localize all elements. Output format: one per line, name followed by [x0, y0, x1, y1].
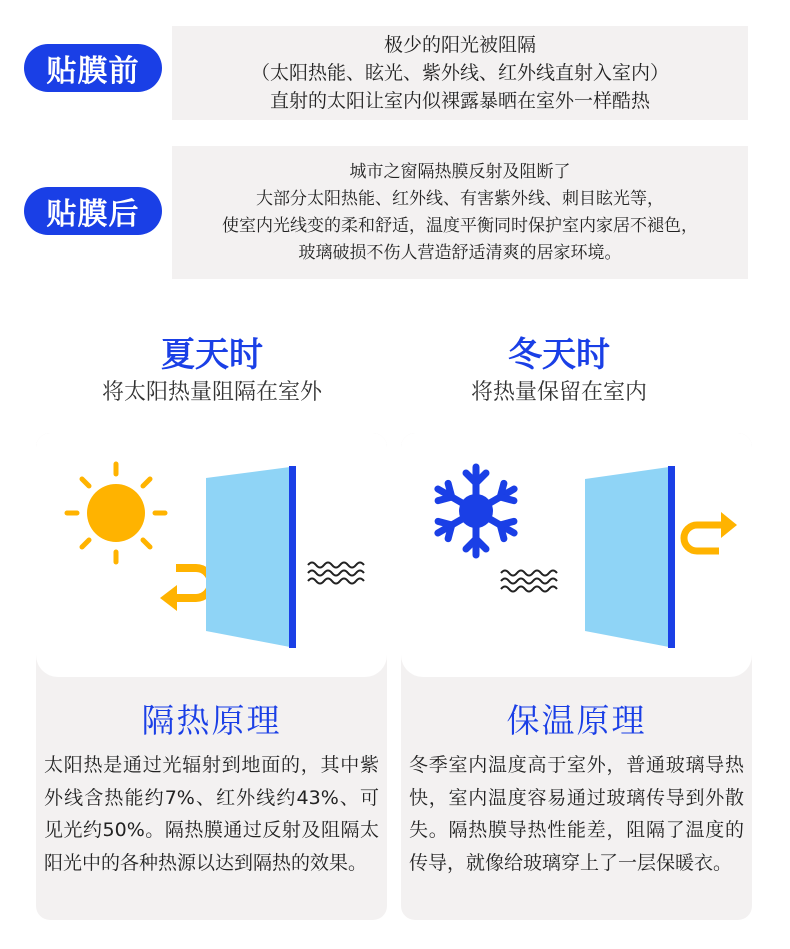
summer-title: 夏天时	[161, 335, 263, 375]
winter-illustration	[401, 433, 752, 677]
after-line: 大部分太阳热能、红外线、有害紫外线、刺目眩光等，	[256, 188, 664, 209]
before-line: （太阳热能、眩光、紫外线、红外线直射入室内）	[250, 62, 669, 84]
summer-subtitle: 将太阳热量阻隔在室外	[101, 380, 322, 405]
glass-pane-icon	[206, 466, 296, 648]
before-description	[172, 26, 748, 120]
snowflake-icon	[433, 467, 519, 555]
winter-subtitle: 将热量保留在室内	[470, 380, 647, 405]
winter-card-body: 冬季室内温度高于室外，普通玻璃导热快，室内温度容易通过玻璃传导到外散失。隔热膜导热性能差，阻隔了温度的传导，就像给玻璃穿上了一层保暖衣。	[409, 754, 744, 874]
after-badge: 贴膜后	[24, 187, 162, 235]
return-arrow-icon	[160, 568, 211, 611]
heat-wave-icon	[308, 563, 364, 584]
sun-icon	[67, 464, 165, 562]
summer-illustration	[36, 433, 387, 677]
winter-card	[401, 433, 752, 920]
heat-wave-icon	[501, 571, 557, 592]
winter-title: 冬天时	[508, 335, 610, 375]
before-line: 直射的太阳让室内似裸露暴晒在室外一样酷热	[269, 90, 650, 112]
before-line: 极少的阳光被阻隔	[383, 34, 536, 56]
summer-card-body: 太阳热是通过光辐射到地面的，其中紫外线含热能约7%、红外线约43%、可见光约50%。隔热膜通过反射及阻隔太阳光中的各种热源以达到隔热的效果。	[44, 754, 379, 874]
after-line: 城市之窗隔热膜反射及阻断了	[349, 161, 571, 182]
after-line: 使室内光线变的柔和舒适，温度平衡同时保护室内家居不褪色，	[222, 215, 698, 236]
summer-card-title: 隔热原理	[141, 701, 282, 740]
after-description	[172, 146, 748, 279]
summer-card	[36, 433, 387, 920]
before-badge: 贴膜前	[24, 44, 162, 92]
glass-pane-icon	[585, 466, 675, 648]
after-line: 玻璃破损不伤人营造舒适清爽的居家环境。	[298, 242, 622, 263]
return-arrow-icon	[684, 512, 737, 551]
winter-card-title: 保温原理	[506, 701, 647, 740]
